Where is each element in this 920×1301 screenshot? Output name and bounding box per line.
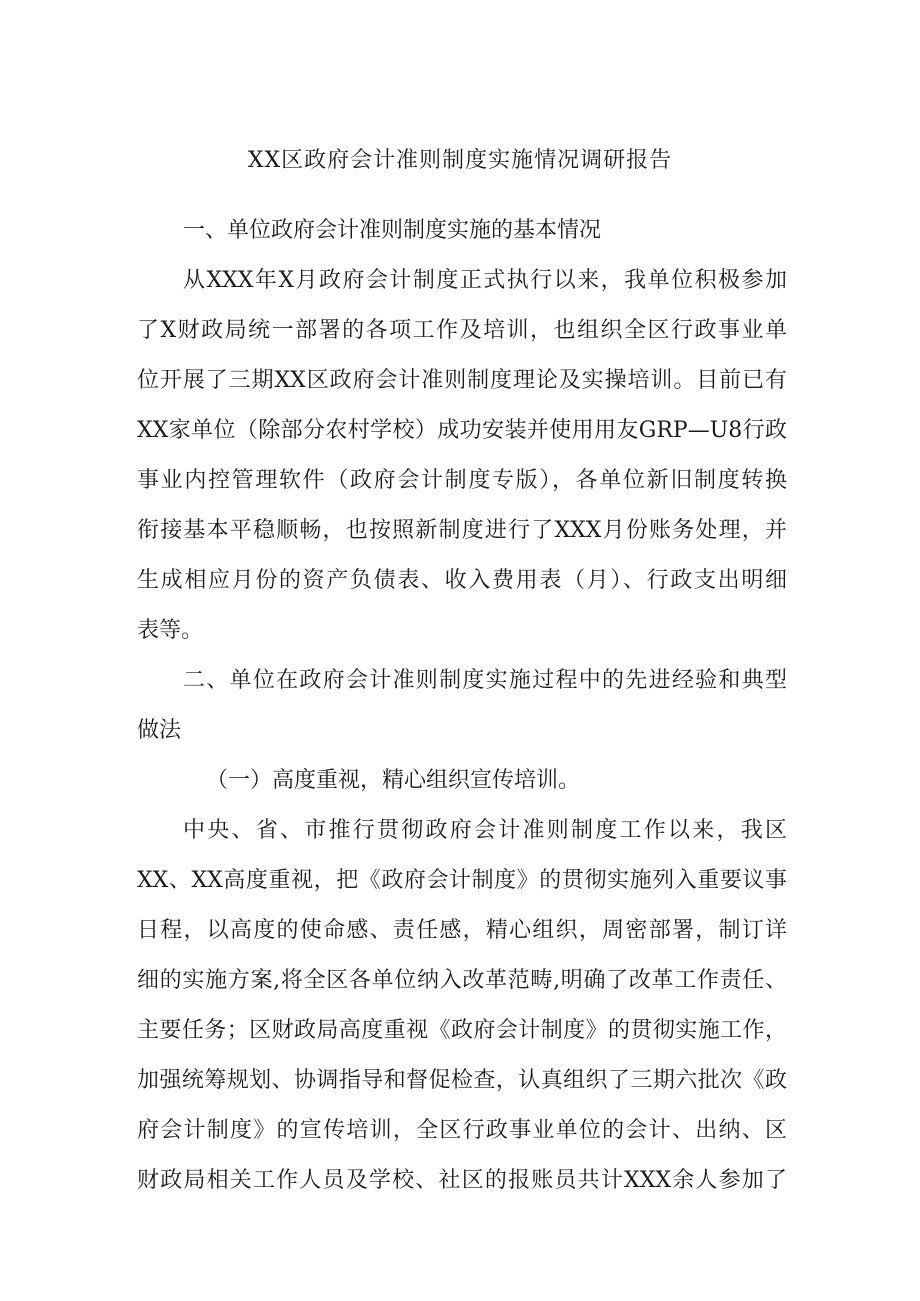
section-heading-1: 一、单位政府会计准则制度实施的基本情况 bbox=[183, 218, 602, 243]
paragraph-line: XX、XX高度重视，把《政府会计制度》的贯彻实施列入重要议事 bbox=[137, 868, 787, 893]
paragraph-line: 表等。 bbox=[137, 618, 204, 643]
paragraph-line: XX家单位（除部分农村学校）成功安装并使用用友GRP—U8行政 bbox=[137, 418, 787, 443]
paragraph-line: 日程，以高度的使命感、责任感，精心组织，周密部署，制订详 bbox=[137, 918, 787, 943]
paragraph-line: 中央、省、市推行贯彻政府会计准则制度工作以来，我区 bbox=[183, 818, 787, 843]
section-heading-2-cont: 做法 bbox=[137, 718, 182, 743]
paragraph-line: 从XXX年X月政府会计制度正式执行以来，我单位积极参加 bbox=[183, 268, 787, 293]
paragraph-line: 府会计制度》的宣传培训，全区行政事业单位的会计、出纳、区 bbox=[137, 1118, 787, 1143]
subsection-heading: （一）高度重视，精心组织宣传培训。 bbox=[206, 768, 581, 793]
paragraph-line: 生成相应月份的资产负债表、收入费用表（月）、行政支出明细 bbox=[137, 568, 787, 593]
paragraph-line: 财政局相关工作人员及学校、社区的报账员共计XXX余人参加了 bbox=[137, 1168, 787, 1193]
paragraph-line: 事业内控管理软件（政府会计制度专版），各单位新旧制度转换 bbox=[137, 468, 787, 493]
document-title: XX区政府会计准则制度实施情况调研报告 bbox=[247, 148, 673, 173]
section-heading-2: 二、单位在政府会计准则制度实施过程中的先进经验和典型 bbox=[183, 668, 787, 693]
paragraph-line: 位开展了三期XX区政府会计准则制度理论及实操培训。目前已有 bbox=[137, 368, 787, 393]
paragraph-line: 主要任务；区财政局高度重视《政府会计制度》的贯彻实施工作， bbox=[137, 1018, 787, 1043]
paragraph-line: 了X财政局统一部署的各项工作及培训，也组织全区行政事业单 bbox=[137, 318, 787, 343]
paragraph-line: 细的实施方案,将全区各单位纳入改革范畴,明确了改革工作责任、 bbox=[137, 968, 787, 993]
paragraph-line: 加强统筹规划、协调指导和督促检查，认真组织了三期六批次《政 bbox=[137, 1068, 787, 1093]
paragraph-line: 衔接基本平稳顺畅，也按照新制度进行了XXX月份账务处理，并 bbox=[137, 518, 787, 543]
